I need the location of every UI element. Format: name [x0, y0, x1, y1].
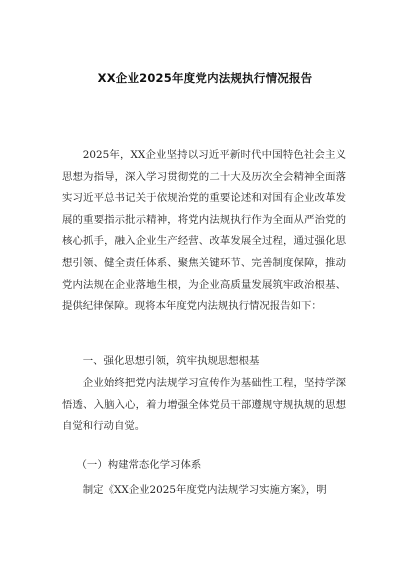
intro-paragraph: 2025年，XX企业坚持以习近平新时代中国特色社会主义思想为指导，深入学习贯彻党的二十大及历次全会精神全面落实习近平总书记关于依规治党的重要论述和对国有企业改革发展的重要指示批示精神，将党内法规执行作为全面从严治党的核心抓手，融入企业生产经营、改革发展全过程，通过强化思想引领、健全责任体系、聚焦关键环节、完善制度保障，推动党内法规在企业落地生根，为企业高质量发展筑牢政治根基、提供纪律保障。现将本年度党内法规执行情况报告如下：	[62, 149, 346, 313]
section-heading: 一、强化思想引领，筑牢执规思想根基	[82, 355, 260, 367]
subsection-paragraph: 制定《XX企业2025年度党内法规学习实施方案》，明	[82, 484, 327, 496]
section-paragraph: 企业始终把党内法规学习宣传作为基础性工程，坚持学深悟透、入脑入心，着力增强全体党员干部遵规守规执规的思想自觉和行动自觉。	[62, 377, 346, 433]
subsection-heading: （一）构建常态化学习体系	[76, 459, 202, 471]
document-title: XX企业2025年度党内法规执行情况报告	[97, 71, 313, 85]
